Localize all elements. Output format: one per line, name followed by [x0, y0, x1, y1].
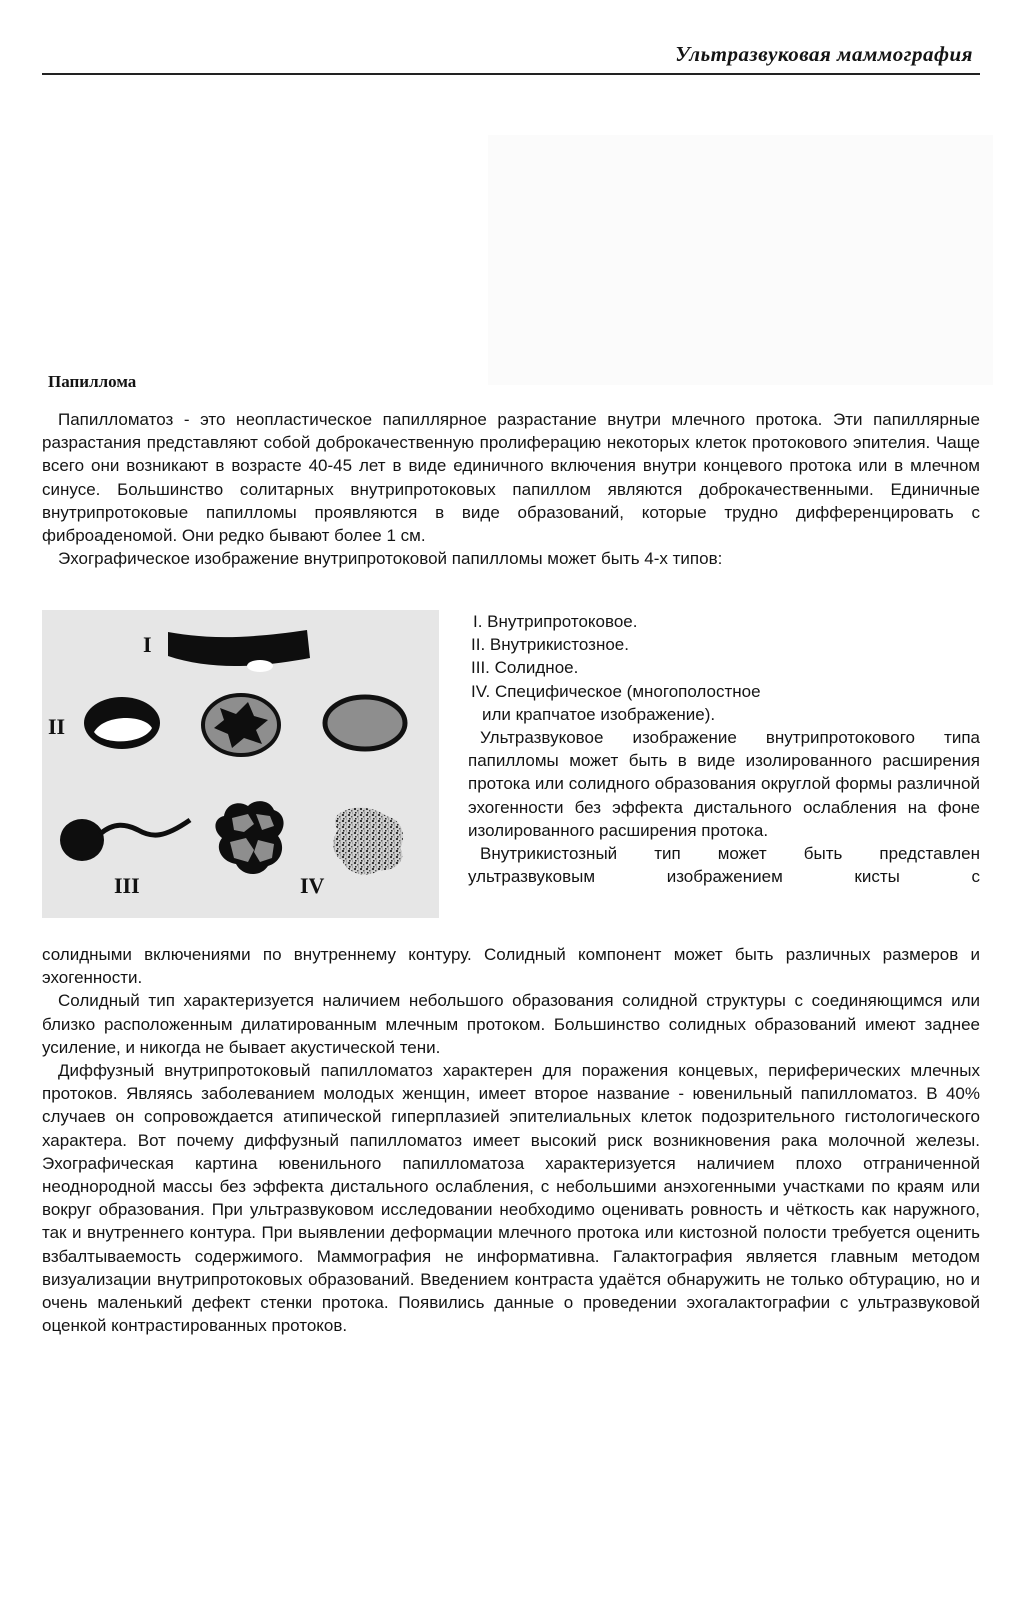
figure-drawing	[42, 610, 439, 918]
legend-item: II. Внутрикистозное.	[471, 635, 629, 655]
paragraph: Ультразвуковое изображение внутрипротокового типа папилломы может быть в виде изолированного расширения протока или солидного образования округлой формы различной эхогенности без эффекта дистального ослабления на фоне изолированного расширения протока.	[468, 728, 980, 840]
section-title: Папиллома	[48, 372, 137, 391]
running-header: Ультразвуковая маммография	[675, 42, 973, 66]
figure-label-3: III	[114, 873, 140, 898]
figure-label-2: II	[48, 714, 66, 739]
figure-label-4: IV	[300, 873, 325, 898]
paragraph: Папилломатоз - это неопластическое папиллярное разрастание внутри млечного протока. Эти папиллярные разрастания представляют собой доброкачественную пролиферацию некоторых клеток протокового эпителия. Чаще всего они возникают в возрасте 40-45 лет в виде единичного включения внутри концевого протока или в млечном синусе. Большинство солитарных внутрипротоковых папиллом являются доброкачественными. Единичные внутрипротоковые папилломы проявляются в виде образований, которые трудно дифференцировать с фиброаденомой. Они редко бывают более 1 см.	[42, 410, 980, 546]
text-block-top	[42, 408, 980, 570]
faded-image-area	[488, 135, 993, 385]
paragraph: Эхографическое изображение внутрипротоковой папилломы может быть 4-х типов:	[58, 549, 723, 569]
legend-item: III. Солидное.	[471, 658, 579, 678]
figure-label-1: I	[143, 632, 152, 657]
figure-legend	[468, 610, 980, 888]
paragraph: солидными включениями по внутреннему контуру. Солидный компонент может быть различных размеров и эхогенности.	[42, 945, 980, 988]
legend-item: или крапчатое изображение).	[482, 704, 716, 724]
duct-shape-type-1	[168, 630, 310, 666]
paragraph: Диффузный внутрипротоковый папилломатоз характерен для поражения концевых, периферических млечных протоков. Являясь заболеванием молодых женщин, имеет второе название - ювенильный папилломатоз. В 40% случаев он сопровождается атипической гиперплазией эпителиальных клеток подозрительного гистологического характера. Вот почему диффузный папилломатоз имеет высокий риск возникновения рака молочной железы. Эхографическая картина ювенильного папилломатоза характеризуется наличием плохо отграниченной неоднородной массы без эффекта дистального ослабления, с небольшими анэхогенными участками по краям или вокруг образования. При ультразвуковом исследовании необходимо оценивать ровность и чёткость как наружного, так и внутреннего контура. При выявлении деформации млечного протока или кистозной полости требуется оценить взбалтываемость содержимого. Маммография не информативна. Галактография является главным методом визуализации внутрипротоковых образований. Введением контраста удаётся обнаружить не только обтурацию, но и очень маленький дефект стенки протока. Появились данные о проведении эхогалактографии с ультразвуковой оценкой контрастированных протоков.	[42, 1061, 980, 1336]
text-block-bottom	[42, 943, 980, 1337]
header-rule	[42, 73, 980, 75]
papilloma-types-figure	[42, 610, 439, 918]
paragraph: Внутрикистозный тип может быть представлен ультразвуковым изображением кисты с	[468, 844, 980, 887]
legend-item: IV. Специфическое (многополостное	[471, 681, 761, 701]
legend-item: I. Внутрипротоковое.	[473, 612, 638, 631]
multilocular-mass	[215, 801, 283, 874]
cyst-shape-3	[325, 697, 405, 749]
solid-mass	[60, 819, 104, 861]
solid-duct	[100, 820, 190, 835]
paragraph: Солидный тип характеризуется наличием небольшого образования солидной структуры с соединяющимся или близко расположенным дилатированным млечным протоком. Большинство солидных образований имеют заднее усиление, и никогда не бывает акустической тени.	[42, 991, 980, 1057]
speckled-mass	[333, 808, 403, 875]
duct-inclusion	[247, 660, 273, 672]
